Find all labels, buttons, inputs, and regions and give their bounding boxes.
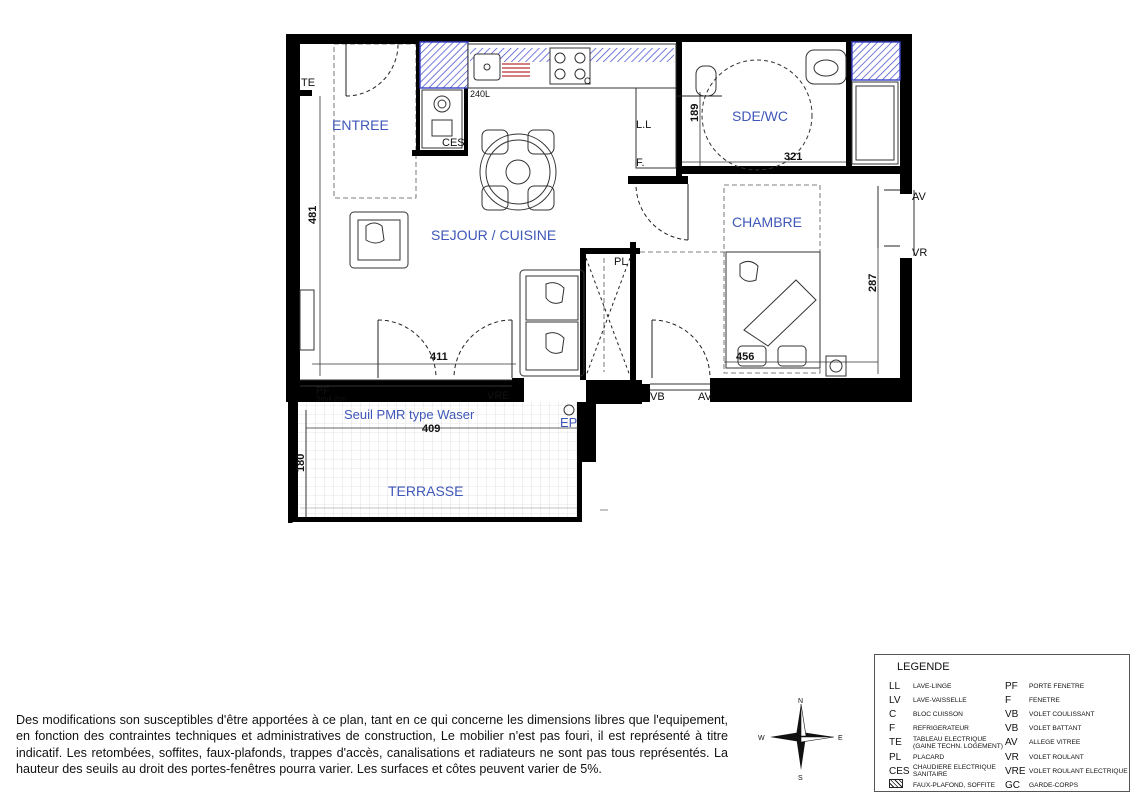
legend-code: F [889,723,896,735]
compass-e: E [838,735,843,742]
code-pl: PL [614,256,628,268]
legend-code: AV [1005,737,1018,749]
legend-desc [913,736,1003,750]
legend-code: F [1005,694,1012,706]
sofa [520,270,584,376]
disclaimer-text: Des modifications son susceptibles d'être apportées à ce plan, tant en ce qui concerne les dimensions libres que l'equipement, en fonction des contraintes techniques et administratives de construction, Le mobilier n'est pas fouri, il est représenté à titre indicatif. Les retombées, soffites, faux-plafonds, trappes d'accès, canalisations et radiateurs ne sont pas tous représentés. La hauteur des seuils au droit des portes-fenêtres pourra varier. Les surfaces et côtes peuvent varier de 5%. [16,713,728,777]
legend-row-right-5 [1005,750,1084,764]
legend-row-right-3 [1005,722,1081,736]
hatch-swatch-icon [889,779,903,788]
kitchen-counter [420,42,900,168]
legend-row-right-2 [1005,707,1094,721]
code-av-right: AV [912,191,926,203]
legend-desc [1029,711,1094,718]
legend-row-left-2 [889,707,963,721]
compass-w: W [758,735,765,742]
legend-row-left-5 [889,750,944,764]
legend-code: C [889,708,897,720]
legend-desc [1029,768,1128,775]
code-av-bottom: AV [698,391,712,403]
legend-desc [913,683,951,690]
compass-s: S [798,775,803,782]
legend-label: GARDE-CORPS [1029,781,1079,789]
legend-desc [913,754,944,761]
legend-label: LAVE-LINGE [913,682,952,690]
room-label-sejour: SEJOUR / CUISINE [431,227,557,243]
dim-456: 456 [736,351,755,363]
seuil-small-label: Seuil 2cm [316,396,347,403]
legend-title: LEGENDE [897,661,950,673]
legend-code: LV [889,694,901,706]
legend-label: FAUX-PLAFOND, SOFFITE [913,781,996,789]
legend-desc [1029,683,1084,690]
legend-code: LL [889,680,901,692]
legend-code: VB [1005,708,1019,720]
seuil-label: Seuil PMR type Waser [344,407,475,422]
armchair [350,212,408,268]
code-vr-right: VR [912,247,928,259]
legend-row-right-6 [1005,764,1128,778]
legend-desc [913,697,967,704]
legend-label: BLOC CUISSON [913,710,963,718]
legend-desc [913,725,969,732]
legend-code: VRE [1005,765,1026,777]
legend-label: TABLEAU ELECTRIQUE [913,735,987,743]
legend-label: VOLET ROULANT ELECTRIQUE [1029,767,1128,775]
dim-411: 411 [430,351,448,363]
room-label-entree: ENTREE [332,117,389,133]
legend-label: VOLET COULISSANT [1029,710,1095,718]
dining-set [480,130,556,210]
legend-row-left-6 [889,764,996,778]
legend-desc [1029,739,1080,746]
legend-label: VOLET ROULANT [1029,753,1084,761]
dim-481: 481 [307,205,319,224]
legend-label: REFRIGERATEUR [913,725,969,733]
legend-desc [1029,725,1081,732]
legend-sublabel: SANITAIRE [913,771,948,779]
legend-row-right-4 [1005,736,1080,750]
legend-label: CHAUDIERE ELECTRIQUE [913,764,996,772]
legend-label: FENETRE [1029,696,1060,704]
legend-desc [913,711,963,718]
code-vre: VRE [487,390,510,402]
legend-label: LAVE-VAISSELLE [913,696,967,704]
legend-code: PF [1005,680,1018,692]
code-pf: PF [316,385,331,397]
legend-desc [913,764,996,778]
legend-label: VOLET BATTANT [1029,725,1082,733]
code-te: TE [301,77,316,89]
code-f: F. [636,157,645,169]
ceiling-dashed-zones [334,44,820,373]
legend-sublabel: (GAINE TECHN. LOGEMENT) [913,742,1004,750]
dim-409: 409 [422,423,441,435]
dim-180: 180 [295,453,307,472]
legend-desc [1029,697,1060,704]
dim-321: 321 [784,151,803,163]
dim-287: 287 [867,273,879,292]
legend-row-left-3 [889,722,969,736]
room-label-terrasse: TERRASSE [388,483,464,499]
room-label-sde: SDE/WC [732,108,788,124]
legend-code: GC [1005,779,1020,791]
legend-row-left-7 [889,778,995,792]
code-ep: EP [560,415,578,430]
legend-row-left-1 [889,693,967,707]
legend-label: ALLEGE VITREE [1029,739,1081,747]
legend-code: VR [1005,751,1019,763]
legend-desc [913,782,995,789]
dim-189: 189 [689,103,701,122]
legend-row-right-1 [1005,693,1060,707]
legend-code: CES [889,765,910,777]
code-ces: CES [442,137,465,149]
legend-code: PL [889,751,902,763]
code-c: C [584,76,591,86]
code-vb: VB [650,391,665,403]
legend-row-right-0 [1005,679,1084,693]
legend-code [889,779,913,791]
code-240l: 240L [470,89,491,99]
legend-desc [1029,754,1084,761]
legend-box [874,654,1130,792]
legend-label: PLACARD [913,753,945,761]
legend-row-right-7 [1005,778,1078,792]
legend-row-left-0 [889,679,951,693]
legend-code: VB [1005,723,1019,735]
legend-desc [1029,782,1078,789]
code-ll: L.L [636,119,652,131]
walls [286,34,912,404]
legend-row-left-4 [889,736,1003,750]
room-label-chambre: CHAMBRE [732,214,803,230]
compass-rose [758,698,843,782]
compass-n: N [798,698,804,705]
legend-label: PORTE FENETRE [1029,682,1085,690]
legend-code: TE [889,737,902,749]
